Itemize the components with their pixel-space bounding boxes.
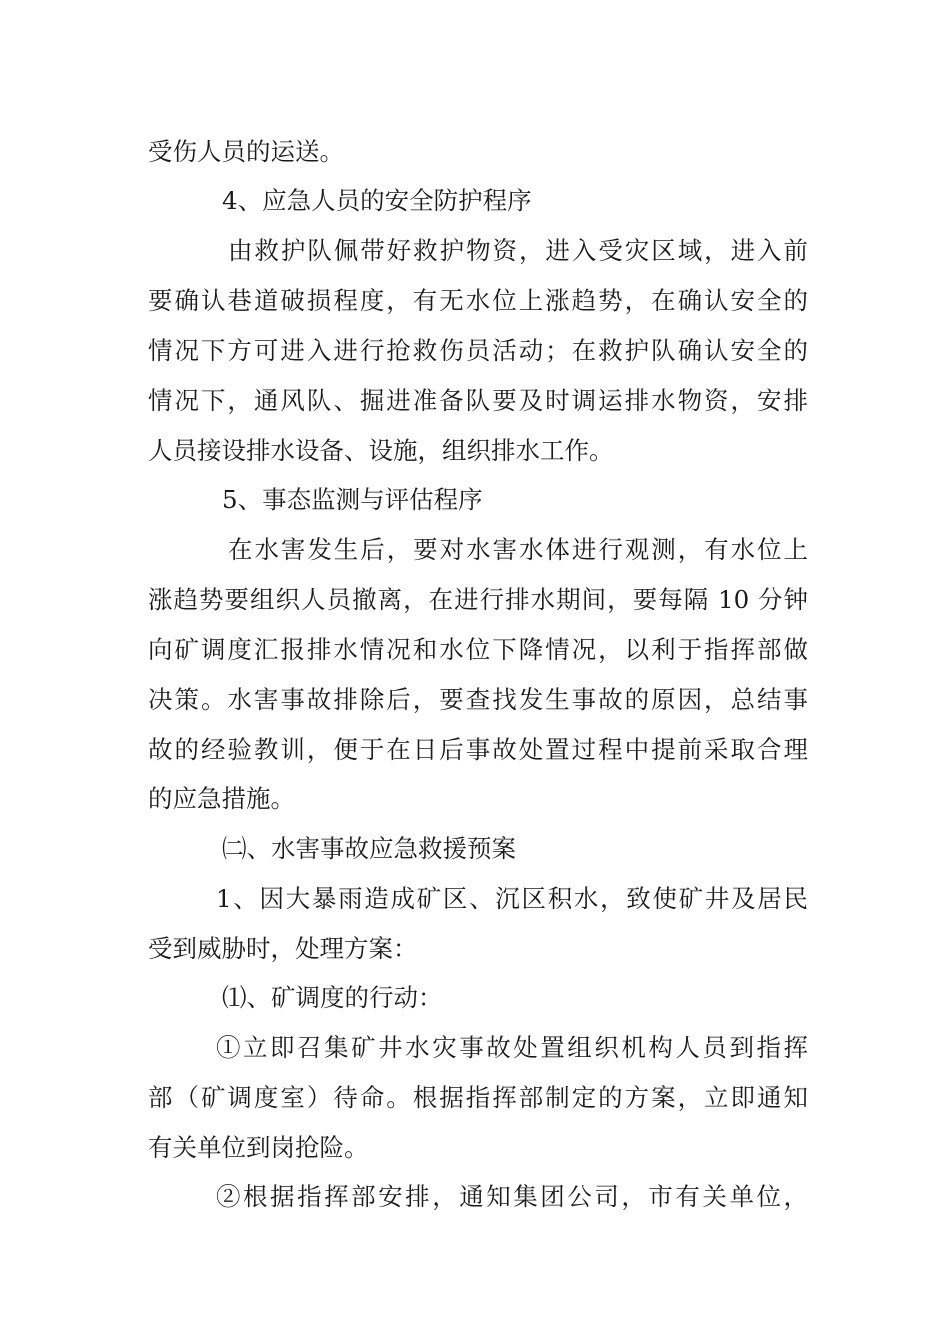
text-line-7: 人员接设排水设备、设施，组织排水工作。 bbox=[148, 436, 614, 465]
text-line-22: ②根据指挥部安排，通知集团公司，市有关单位， bbox=[216, 1182, 808, 1211]
text-line-19: ①立即召集矿井水灾事故处置组织机构人员到指挥 bbox=[216, 1033, 808, 1062]
section-heading-4: 4、应急人员的安全防护程序 bbox=[222, 186, 532, 215]
subsection-heading-1: ⑴、矿调度的行动： bbox=[222, 983, 443, 1012]
text-line-12: 决策。水害事故排除后，要查找发生事故的原因，总结事 bbox=[148, 685, 808, 714]
text-line-21: 有关单位到岗抢险。 bbox=[148, 1133, 369, 1162]
text-line-16: 1、因大暴雨造成矿区、沉区积水，致使矿井及居民 bbox=[216, 884, 808, 913]
text-line-13: 故的经验教训，便于在日后事故处置过程中提前采取合理 bbox=[148, 735, 808, 764]
text-line-3: 由救护队佩带好救护物资，进入受灾区域，进入前 bbox=[228, 236, 808, 265]
text-line-14: 的应急措施。 bbox=[148, 784, 295, 813]
text-line-5: 情况下方可进入进行抢救伤员活动；在救护队确认安全的 bbox=[148, 336, 808, 365]
text-line-17: 受到威胁时，处理方案： bbox=[148, 934, 418, 963]
text-line-9: 在水害发生后，要对水害水体进行观测，有水位上 bbox=[228, 535, 808, 564]
text-line-6: 情况下，通风队、掘进准备队要及时调运排水物资，安排 bbox=[148, 386, 808, 415]
section-heading-5: 5、事态监测与评估程序 bbox=[222, 485, 483, 514]
text-line-4: 要确认巷道破损程度，有无水位上涨趋势，在确认安全的 bbox=[148, 286, 808, 315]
text-line-20: 部（矿调度室）待命。根据指挥部制定的方案，立即通知 bbox=[148, 1083, 808, 1112]
section-heading-2: ㈡、水害事故应急救援预案 bbox=[222, 834, 516, 863]
text-line-10: 涨趋势要组织人员撤离，在进行排水期间，要每隔 10 分钟 bbox=[148, 585, 808, 614]
text-line-11: 向矿调度汇报排水情况和水位下降情况，以利于指挥部做 bbox=[148, 635, 808, 664]
text-line-1: 受伤人员的运送。 bbox=[148, 137, 344, 166]
